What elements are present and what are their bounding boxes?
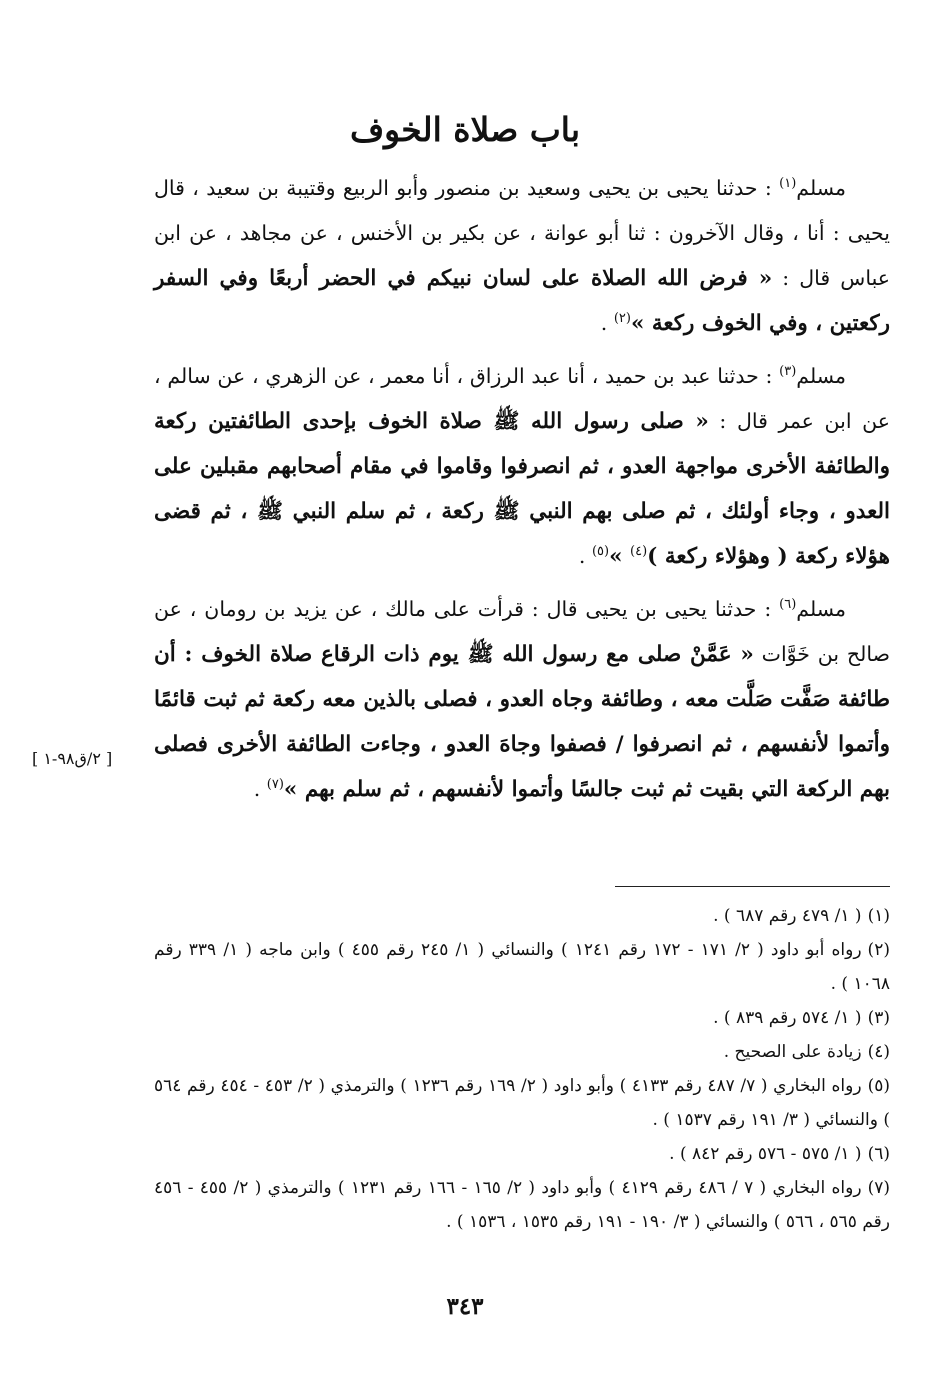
footnote-ref: (٥) — [591, 544, 610, 560]
footnote-text: ( ١/ ٥٧٤ رقم ٨٣٩ ) . — [713, 1008, 862, 1028]
hadith-paragraph-2 — [154, 354, 890, 579]
hadith-quote: « صلى رسول الله ﷺ صلاة الخوف بإحدى الطائفتين ركعة والطائفة الأخرى مواجهة العدو ، ثم انصرفوا وقاموا في مقام أصحابهم مقبلين على العدو ، وجاء أولئك ، ثم صلى بهم النبي ﷺ ركعة ، ثم سلم النبي ﷺ ، ثم قضى هؤلاء ركعة ( وهؤلاء ركعة ) — [154, 409, 890, 569]
page-number: ٣٤٣ — [446, 1293, 484, 1320]
footnote-text: زيادة على الصحيح . — [723, 1042, 862, 1062]
paragraph-end: . — [253, 777, 267, 801]
footnote-number: (٣) — [867, 1008, 890, 1028]
footnotes — [154, 899, 890, 1239]
footnote-text: رواه البخاري ( ٧/ ٤٨٧ رقم ٤١٣٣ ) وأبو داود ( ٢/ ١٦٩ رقم ١٢٣٦ ) والترمذي ( ٢/ ٤٥٣ - ٤٥٤ رقم ٥٦٤ ) والنسائي ( ٣/ ١٩١ رقم ١٥٣٧ ) . — [154, 1076, 890, 1130]
hadith-quote: « فرض الله الصلاة على لسان نبيكم في الحضر أربعًا وفي السفر ركعتين ، وفي الخوف ركعة » — [154, 266, 890, 336]
footnote-number: (١) — [867, 906, 890, 926]
footnote-number: (٢) — [867, 940, 890, 960]
footnote-6 — [154, 1137, 890, 1171]
source-name: مسلم — [796, 597, 846, 621]
paragraph-end: . — [578, 544, 592, 568]
hadith-body — [154, 166, 890, 812]
source-name: مسلم — [796, 364, 846, 388]
footnote-text: رواه البخاري ( ٧ / ٤٨٦ رقم ٤١٢٩ ) وأبو داود ( ٢/ ١٦٥ - ١٦٦ رقم ١٢٣١ ) والترمذي ( ٢/ ٤٥٥ - ٤٥٦ رقم ٥٦٥ ، ٥٦٦ ) والنسائي ( ٣/ ١٩٠ - ١٩١ رقم ١٥٣٥ ، ١٥٣٦ ) . — [154, 1178, 890, 1232]
footnote-text: ( ١/ ٤٧٩ رقم ٦٨٧ ) . — [713, 906, 862, 926]
footnote-ref: (٤) — [630, 544, 648, 560]
hadith-paragraph-1 — [154, 166, 890, 346]
footnote-4 — [154, 1035, 890, 1069]
footnote-text: ( ١/ ٥٧٥ - ٥٧٦ رقم ٨٤٢ ) . — [669, 1144, 862, 1164]
footnote-number: (٥) — [867, 1076, 890, 1096]
footnote-7 — [154, 1171, 890, 1239]
isnad-text: : حدثنا يحيى بن يحيى قال : قرأت على مالك ، عن يزيد بن رومان ، عن صالح بن خَوَّات — [154, 597, 891, 666]
chapter-title: باب صلاة الخوف — [349, 110, 581, 149]
footnote-5 — [154, 1069, 890, 1137]
footnote-ref: (١) — [779, 176, 797, 192]
footnote-text: رواه أبو داود ( ٢/ ١٧١ - ١٧٢ رقم ١٢٤١ ) والنسائي ( ١/ ٢٤٥ رقم ٤٥٥ ) وابن ماجه ( ١/ ٣٣٩ رقم ١٠٦٨ ) . — [154, 940, 890, 994]
footnote-divider — [615, 886, 890, 887]
footnote-2 — [154, 933, 890, 1001]
footnote-ref: (٣) — [779, 364, 797, 380]
hadith-paragraph-3 — [154, 587, 890, 812]
footnote-number: (٦) — [867, 1144, 890, 1164]
footnote-1 — [154, 899, 890, 933]
isnad-text: : حدثنا يحيى بن يحيى وسعيد بن منصور وأبو الربيع وقتيبة بن سعيد ، قال يحيى : أنا ، وقال الآخرون : ثنا أبو عوانة ، عن بكير بن الأخنس ، عن مجاهد ، عن ابن عباس قال : — [154, 176, 890, 290]
manuscript-folio-marker: [ ٢/ق٩٨-١ ] — [32, 749, 113, 768]
footnote-number: (٧) — [867, 1178, 890, 1198]
footnote-ref: (٧) — [266, 777, 284, 793]
hadith-quote: « عَمَّنْ صلى مع رسول الله ﷺ يوم ذات الرقاع صلاة الخوف : أن طائفة صَفَّت صَلَّت معه ، وطائفة وجاه العدو ، فصلى بالذين معه ركعة ثم ثبت قائمًا وأتموا لأنفسهم ، ثم انصرفوا / فصفوا وجاهَ العدو ، وجاءت الطائفة الأخرى فصلى بهم الركعة التي بقيت ثم ثبت جالسًا وأتموا لأنفسهم ، ثم سلم بهم » — [154, 642, 890, 802]
footnote-3 — [154, 1001, 890, 1035]
footnote-ref: (٦) — [779, 597, 797, 613]
isnad-text: : حدثنا عبد بن حميد ، أنا عبد الرزاق ، أنا معمر ، عن الزهري ، عن سالم ، عن ابن عمر قال : — [154, 364, 890, 433]
footnote-number: (٤) — [867, 1042, 890, 1062]
paragraph-end: . — [600, 311, 614, 335]
quote-close: » — [609, 544, 631, 569]
source-name: مسلم — [796, 176, 846, 200]
footnote-ref: (٢) — [613, 311, 631, 327]
